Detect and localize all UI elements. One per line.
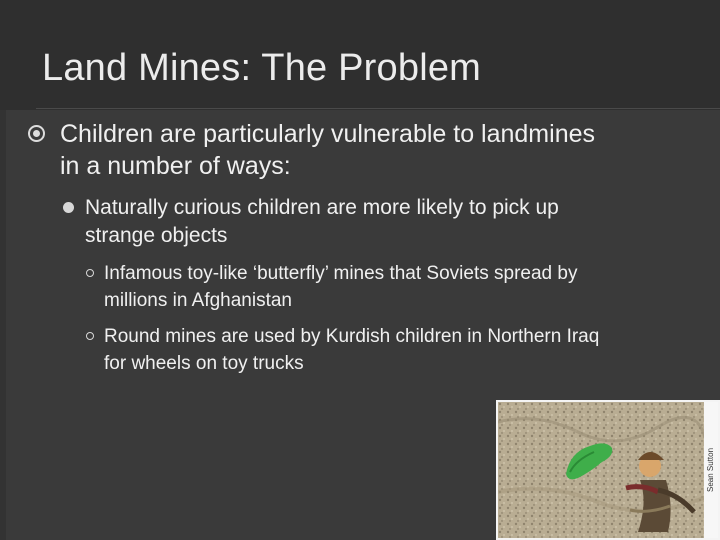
circle-bullet-icon xyxy=(28,125,45,142)
ring-bullet-icon xyxy=(86,269,94,277)
title-divider xyxy=(36,108,720,109)
bullet-level-3-text: Round mines are used by Kurdish children in Northern Iraq for wheels on toy trucks xyxy=(104,326,600,374)
slide-title: Land Mines: The Problem xyxy=(42,47,482,89)
left-edge-band xyxy=(0,110,6,540)
landmine-and-doll-photo-icon xyxy=(498,402,706,538)
photo-credit: Sean Sutton xyxy=(704,402,718,538)
landmine-photo xyxy=(496,400,720,540)
bullet-level-3-text: Infamous toy-like ‘butterfly’ mines that Soviets spread by millions in Afghanistan xyxy=(104,263,578,311)
bullet-level-1-text: Children are particularly vulnerable to landmines in a number of ways: xyxy=(60,120,595,180)
dot-bullet-icon xyxy=(63,202,74,213)
ring-bullet-icon xyxy=(86,332,94,340)
bullet-level-2-text: Naturally curious children are more likely to pick up strange objects xyxy=(85,196,559,247)
